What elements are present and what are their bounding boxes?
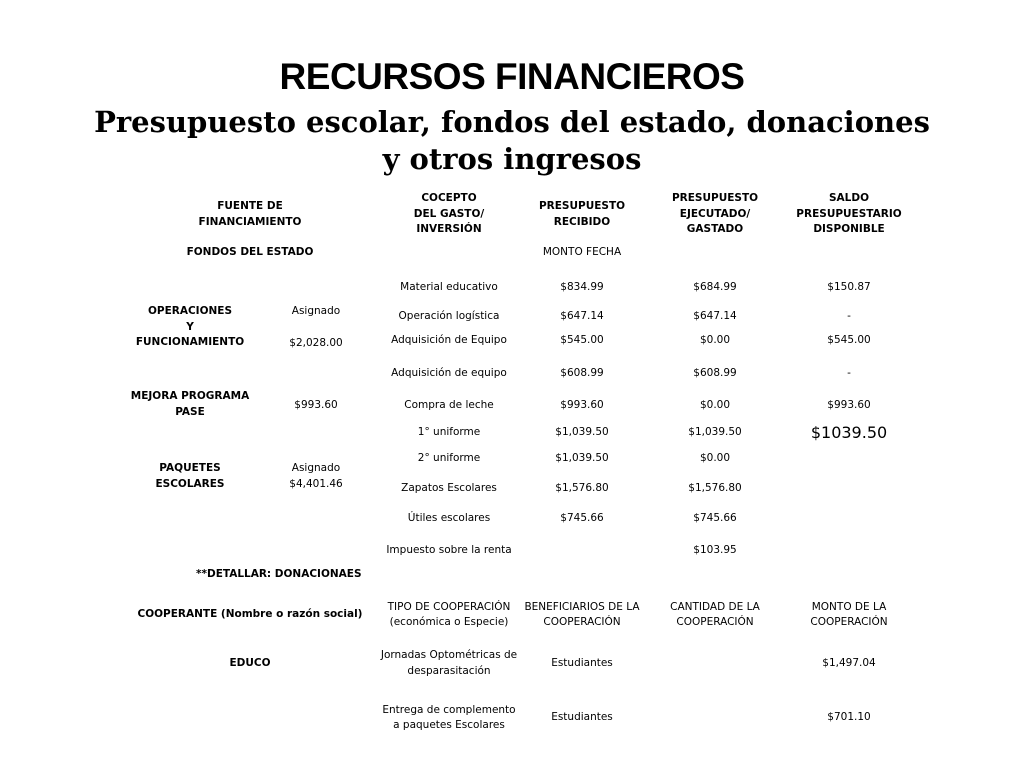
cell-tipo-line: Jornadas Optométricas de: [380, 649, 518, 661]
cell-tipo-line: Entrega de complemento: [382, 704, 516, 716]
cell-concepto: Impuesto sobre la renta: [386, 544, 512, 556]
group-name-line: FUNCIONAMIENTO: [135, 336, 245, 348]
cell-recibido: $834.99: [560, 281, 604, 293]
header-line: EJECUTADO/: [679, 208, 751, 220]
cell-saldo-total: $1039.50: [810, 423, 888, 442]
asignado-label: Asignado: [291, 462, 341, 474]
header-line: COOPERACIÓN: [810, 616, 888, 628]
cell-saldo: $545.00: [827, 334, 871, 346]
group-name-line: ESCOLARES: [155, 478, 225, 490]
cell-concepto: Operación logística: [398, 310, 500, 322]
header-line: CANTIDAD DE LA: [670, 601, 760, 613]
section-label-donaciones: **DETALLAR: DONACIONAES: [196, 568, 362, 580]
header-line: FINANCIAMIENTO: [198, 216, 302, 228]
cell-recibido: $647.14: [560, 310, 604, 322]
header-line: COOPERACIÓN: [676, 616, 754, 628]
cell-ejecutado: $647.14: [693, 310, 737, 322]
header-line: GASTADO: [686, 223, 744, 235]
cell-concepto: Adquisición de Equipo: [391, 334, 507, 346]
cell-monto: $701.10: [827, 711, 871, 723]
header-line: PRESUPUESTARIO: [796, 208, 902, 220]
asignado-value: $4,401.46: [289, 478, 343, 490]
page-subtitle: Presupuesto escolar, fondos del estado, donaciones y otros ingresos: [94, 105, 930, 176]
section-label-fondos: FONDOS DEL ESTADO: [186, 246, 314, 258]
header-line: DEL GASTO/: [413, 208, 485, 220]
cell-ejecutado: $0.00: [699, 399, 731, 411]
cell-concepto: 2° uniforme: [417, 452, 481, 464]
cell-concepto: Útiles escolares: [407, 512, 491, 524]
cell-ejecutado: $745.66: [693, 512, 737, 524]
header-line: MONTO DE LA: [811, 601, 887, 613]
header-line: COOPERACIÓN: [543, 616, 621, 628]
cell-concepto: Compra de leche: [404, 399, 494, 411]
cell-ejecutado: $0.00: [699, 452, 731, 464]
cell-recibido: $1,039.50: [555, 426, 609, 438]
cell-ejecutado: $608.99: [693, 367, 737, 379]
cell-ejecutado: $684.99: [693, 281, 737, 293]
asignado-label: Asignado: [291, 305, 341, 317]
asignado-value: $2,028.00: [289, 337, 343, 349]
cell-tipo-line: a paquetes Escolares: [393, 719, 505, 731]
cell-cooperante: EDUCO: [229, 657, 271, 669]
header-line: COCEPTO: [421, 192, 477, 204]
cell-saldo: -: [847, 367, 851, 379]
cell-concepto: 1° uniforme: [417, 426, 481, 438]
group-name-line: MEJORA PROGRAMA: [130, 390, 250, 402]
header-line: INVERSIÓN: [416, 223, 482, 235]
cell-recibido: $745.66: [560, 512, 604, 524]
cell-tipo-line: desparasitación: [407, 665, 491, 677]
cell-monto: $1,497.04: [822, 657, 876, 669]
header-line: RECIBIDO: [553, 216, 611, 228]
monto-fecha-label: MONTO FECHA: [542, 246, 622, 258]
header-line: PRESUPUESTO: [538, 200, 626, 212]
header-cooperante: COOPERANTE (Nombre o razón social): [137, 608, 363, 620]
group-name-line: PAQUETES: [159, 462, 221, 474]
group-name-line: Y: [186, 321, 194, 333]
header-line: PRESUPUESTO: [671, 192, 759, 204]
cell-concepto: Zapatos Escolares: [401, 482, 497, 494]
cell-saldo: $150.87: [827, 281, 871, 293]
cell-saldo: -: [847, 310, 851, 322]
header-line: BENEFICIARIOS DE LA: [524, 601, 640, 613]
cell-recibido: $1,576.80: [555, 482, 609, 494]
cell-concepto: Adquisición de equipo: [391, 367, 507, 379]
cell-ejecutado: $1,576.80: [688, 482, 742, 494]
cell-beneficiarios: Estudiantes: [551, 657, 613, 669]
cell-recibido: $1,039.50: [555, 452, 609, 464]
cell-ejecutado: $1,039.50: [688, 426, 742, 438]
header-line: DISPONIBLE: [813, 223, 885, 235]
group-name-line: PASE: [175, 406, 205, 418]
cell-beneficiarios: Estudiantes: [551, 711, 613, 723]
header-line: SALDO: [828, 192, 870, 204]
group-value: $993.60: [294, 399, 338, 411]
page-title: RECURSOS FINANCIEROS: [279, 56, 745, 97]
cell-ejecutado: $0.00: [699, 334, 731, 346]
cell-saldo: $993.60: [827, 399, 871, 411]
header-line: TIPO DE COOPERACIÓN: [387, 601, 511, 613]
cell-recibido: $993.60: [560, 399, 604, 411]
header-line: FUENTE DE: [217, 200, 283, 212]
cell-recibido: $545.00: [560, 334, 604, 346]
cell-recibido: $608.99: [560, 367, 604, 379]
group-name-line: OPERACIONES: [147, 305, 233, 317]
header-line: (económica o Especie): [389, 616, 509, 628]
cell-ejecutado: $103.95: [693, 544, 737, 556]
cell-concepto: Material educativo: [400, 281, 498, 293]
